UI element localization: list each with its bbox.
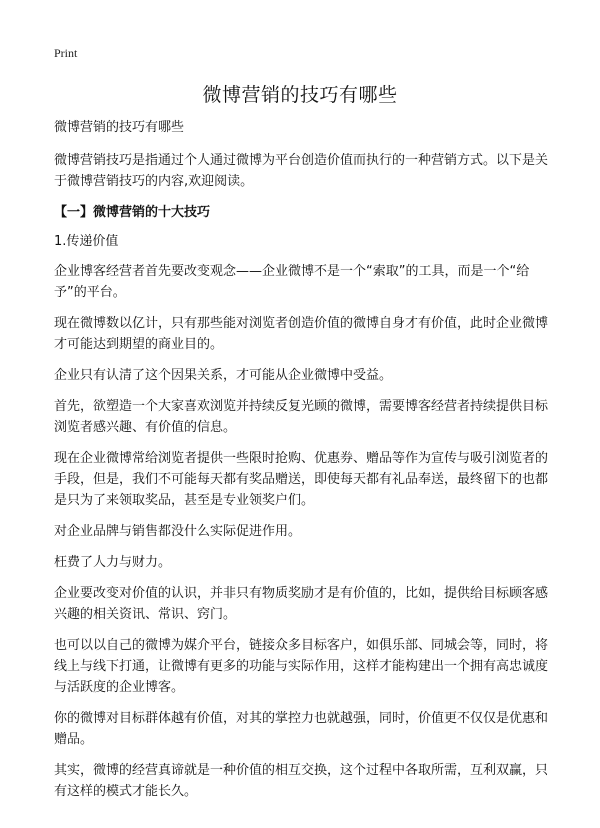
page-title: 微博营销的技巧有哪些 [202, 84, 398, 106]
paragraph: 你的微博对目标群体越有价值，对其的掌控力也就越强，同时，价值更不仅仅是优惠和赠品。 [54, 711, 549, 747]
point-heading: 1.传递价值 [54, 234, 119, 249]
article-subtitle: 微博营销的技巧有哪些 [54, 120, 185, 135]
paragraph: 企业只有认清了这个因果关系，才可能从企业微博中受益。 [54, 368, 393, 383]
paragraph: 也可以以自己的微博为媒介平台，链接众多目标客户，如俱乐部、同城会等，同时，将线上与线下打通，让微博有更多的功能与实际作用，这样才能构建出一个拥有高忠诚度与活跃度的企业博客。 [54, 638, 549, 695]
section-heading: 【一】微博营销的十大技巧 [54, 205, 211, 220]
paragraph: 企业要改变对价值的认识，并非只有物质奖励才是有价值的，比如，提供给目标顾客感兴趣的相关资讯、常识、窍门。 [54, 586, 549, 622]
article-body [54, 117, 550, 812]
print-link[interactable]: Print [54, 46, 78, 60]
paragraph: 企业博客经营者首先要改变观念——企业微博不是一个“索取”的工具，而是一个“给予”的平台。 [54, 264, 530, 300]
paragraph: 对企业品牌与销售都没什么实际促进作用。 [54, 524, 302, 539]
paragraph: 现在微博数以亿计，只有那些能对浏览者创造价值的微博自身才有价值，此时企业微博才可能达到期望的商业目的。 [54, 316, 549, 352]
intro-paragraph: 微博营销技巧是指通过个人通过微博为平台创造价值而执行的一种营销方式。以下是关于微博营销技巧的内容,欢迎阅读。 [54, 153, 549, 189]
paragraph: 现在企业微博常给浏览者提供一些限时抢购、优惠券、赠品等作为宣传与吸引浏览者的手段，但是，我们不可能每天都有奖品赠送，即使每天都有礼品奉送，最终留下的也都是只为了来领取奖品，甚至是专业领奖户们。 [54, 451, 549, 508]
paragraph: 首先，欲塑造一个大家喜欢浏览并持续反复光顾的微博，需要博客经营者持续提供目标浏览者感兴趣、有价值的信息。 [54, 399, 549, 435]
paragraph: 其实，微博的经营真谛就是一种价值的相互交换，这个过程中各取所需，互利双赢，只有这样的模式才能长久。 [54, 763, 549, 799]
paragraph: 枉费了人力与财力。 [54, 555, 172, 570]
